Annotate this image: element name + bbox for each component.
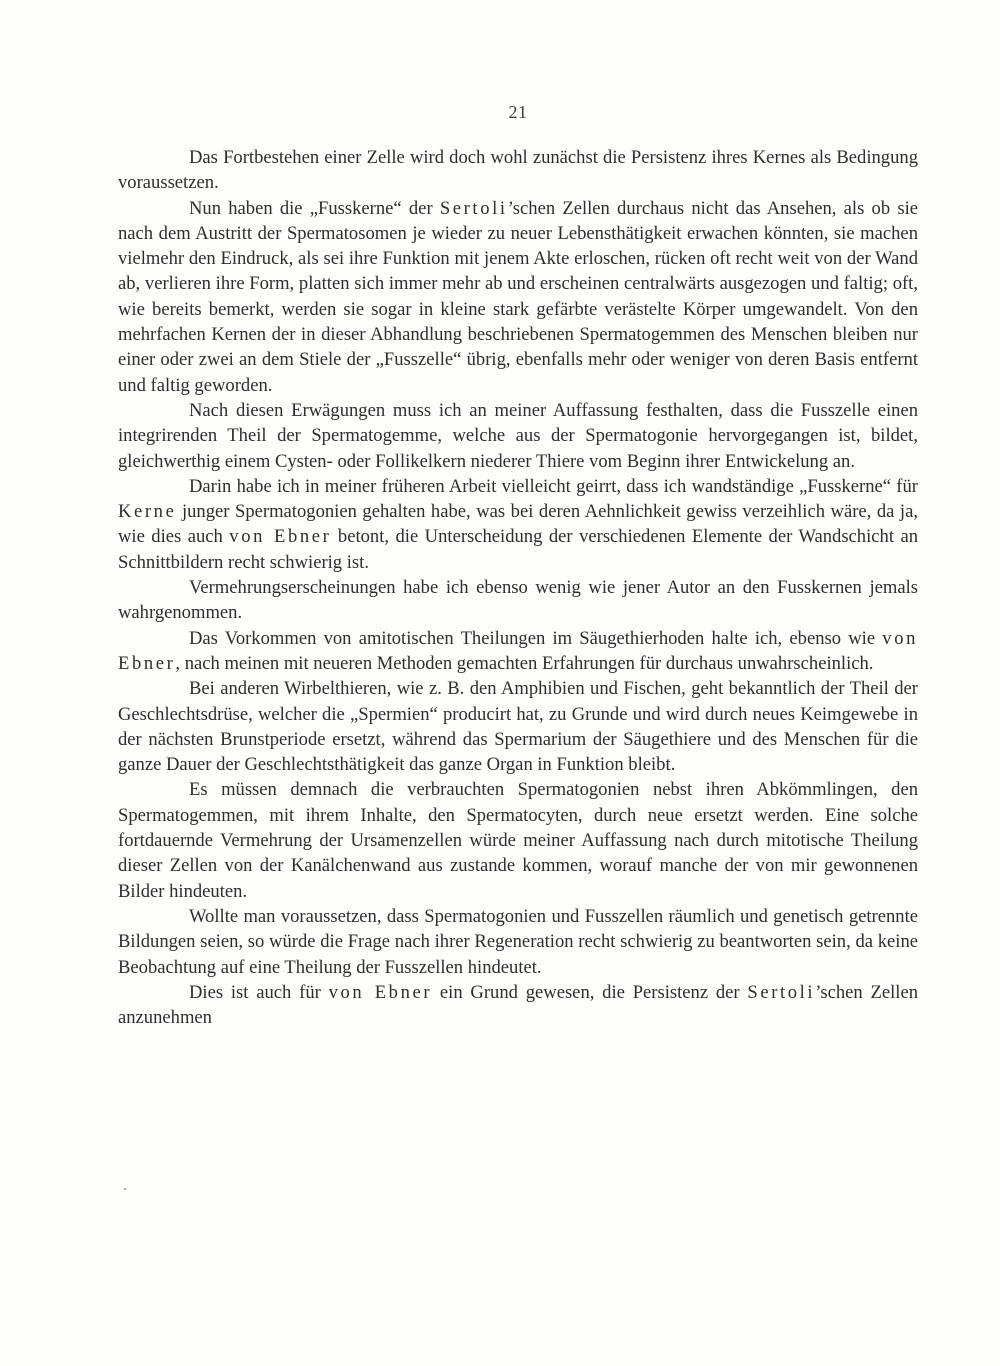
spaced-name: von Ebner [229,526,332,548]
spaced-name: Sertoli [439,197,508,219]
paragraph-2 [118,196,918,398]
paragraph-3 [118,398,918,474]
text-run: Nach diesen Erwägungen muss ich an meiner Auffassung festhalten, dass die Fusszelle einen integrirenden Theil der Spermatogemme, welche aus der Spermatogonie hervorgegangen ist, bildet, gleichwerthig einem Cysten- oder Follikelkern niederer Thiere vom Beginn ihrer Entwickelung an. [118,399,918,472]
text-run: Das Vorkommen von amitotischen Theilungen im Säugethierhoden halte ich, ebenso wie [189,627,883,649]
text-run: betont, die Unterscheidung der verschiedenen Elemente der Wandschicht an Schnittbildern recht schwierig ist. [118,526,918,573]
text-run: ’schen Zellen durchaus nicht das Ansehen, als ob sie nach dem Austritt der Spermatosomen je wieder zu neuer Lebensthätigkeit erwachen könnten, sie machen vielmehr den Eindruck, als sei ihre Funktion mit jenem Akte erloschen, rücken oft recht weit von der Wand ab, verlieren ihre Form, platten sich immer mehr ab und erscheinen centralwärts ausgezogen und faltig; oft, wie bereits bemerkt, werden sie sogar in kleine stark gefärbte verästelte Körper umgewandelt. Von den mehrfachen Kernen der in dieser Abhandlung beschriebenen Spermatogemmen des Menschen bleiben nur einer oder zwei an dem Stiele der „Fusszelle“ übrig, ebenfalls mehr oder weniger von deren Basis entfernt und faltig geworden. [118,197,918,396]
spaced-name: von Ebner [328,981,433,1003]
text-run: ein Grund gewesen, die Persistenz der [432,981,748,1003]
text-run: Nun haben die „Fusskerne“ der [189,197,440,219]
text-run: Bei anderen Wirbelthieren, wie z. B. den Amphibien und Fischen, geht bekanntlich der Theil der Geschlechtsdrüse, welcher die „Spermien“ producirt hat, zu Grunde und wird durch neues Keimgewebe in der nächsten Brunstperiode ersetzt, während das Spermarium der Säugethiere und des Menschen für die ganze Dauer der Geschlechtsthätigkeit das ganze Organ in Funktion bleibt. [118,678,918,776]
paragraph-10 [118,980,918,1031]
paragraph-5 [118,575,918,626]
text-run: Darin habe ich in meiner früheren Arbeit vielleicht geirrt, dass ich wandständige „Fusskerne“ für [189,475,918,497]
paragraph-9 [118,904,918,980]
paragraph-6 [118,626,918,677]
spaced-emphasis: Kerne [118,501,177,523]
text-run: Vermehrungserscheinungen habe ich ebenso wenig wie jener Autor an den Fusskernen jemals wahrgenommen. [118,577,918,624]
paragraph-1 [118,145,918,196]
body-text [118,145,918,1030]
paragraph-7 [118,676,918,777]
text-run: Es müssen demnach die verbrauchten Spermatogonien nebst ihren Abkömmlingen, den Spermatogemmen, mit ihrem Inhalte, den Spermatocyten, durch neue ersetzt werden. Eine solche fortdauernde Vermehrung der Ursamenzellen würde meiner Auffassung nach durch mitotische Theilung dieser Zellen von der Kanälchenwand aus zustande kommen, worauf manche der von mir gewonnenen Bilder hindeuten. [118,779,918,902]
text-run: , nach meinen mit neueren Methoden gemachten Erfahrungen für durchaus unwahrscheinlich. [175,652,874,674]
text-run: Wollte man voraussetzen, dass Spermatogonien und Fusszellen räumlich und genetisch getrennte Bildungen seien, so würde die Frage nach ihrer Regeneration recht schwierig zu beantworten sein, da keine Beobachtung auf eine Theilung der Fusszellen hindeutet. [118,905,918,978]
text-run: ’schen Zellen anzunehmen [118,981,918,1029]
paragraph-4 [118,474,918,575]
scan-speck [124,1188,126,1190]
text-run: Das Fortbestehen einer Zelle wird doch wohl zunächst die Persistenz ihres Kernes als Bedingung voraussetzen. [118,147,918,194]
page-number: 21 [508,102,528,122]
text-run: junger Spermatogonien gehalten habe, was bei deren Aehnlichkeit gewiss verzeihlich wäre, da ja, wie dies auch [118,501,918,548]
spaced-name: Sertoli [747,981,816,1003]
spaced-name: von Ebner [118,627,918,674]
paragraph-8 [118,777,918,903]
text-run: Dies ist auch für [189,981,329,1003]
